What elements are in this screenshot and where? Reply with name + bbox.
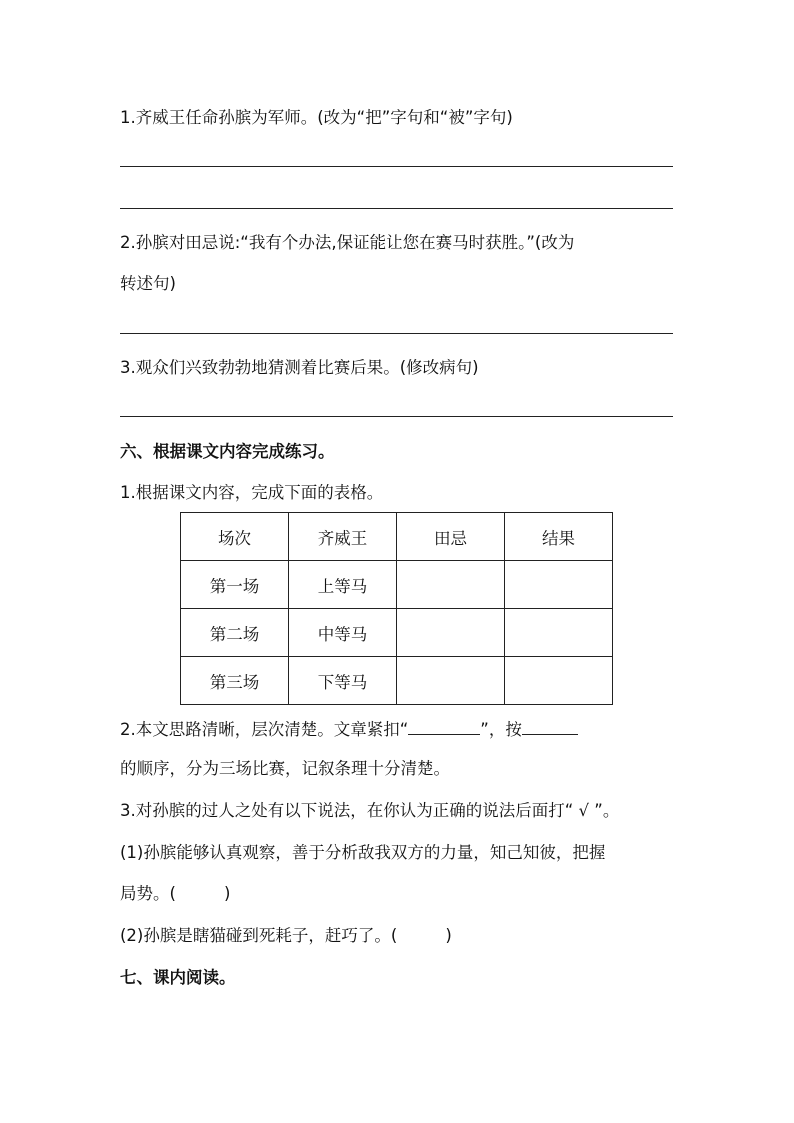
question-6-2-text-a: 2.本文思路清晰，层次清楚。文章紧扣“	[120, 720, 409, 739]
table-header-cell: 结果	[505, 513, 613, 561]
table-header-cell: 田忌	[397, 513, 505, 561]
table-cell-blank	[397, 561, 505, 609]
table-cell: 上等马	[289, 561, 397, 609]
question-6-3: 3.对孙膑的过人之处有以下说法，在你认为正确的说法后面打“ √ ”。	[120, 801, 620, 820]
horse-race-table	[180, 512, 613, 705]
option-1-line2	[120, 882, 230, 906]
table-header-row	[181, 513, 613, 561]
table-row	[181, 609, 613, 657]
table-cell-blank	[397, 657, 505, 705]
answer-line	[120, 416, 673, 417]
question-5-1: 1.齐威王任命孙膑为军师。(改为“把”字句和“被”字句)	[120, 108, 513, 127]
question-6-2-line2: 的顺序，分为三场比赛，记叙条理十分清楚。	[120, 759, 450, 778]
question-5-2-line1: 2.孙膑对田忌说:“我有个办法,保证能让您在赛马时获胜。”(改为	[120, 233, 575, 252]
table-cell: 第三场	[181, 657, 289, 705]
option-1-text: 局势。(	[120, 884, 176, 903]
option-2	[120, 924, 452, 948]
table-cell-blank	[505, 609, 613, 657]
question-5-3: 3.观众们兴致勃勃地猜测着比赛后果。(修改病句)	[120, 358, 479, 377]
question-6-1: 1.根据课文内容，完成下面的表格。	[120, 483, 384, 502]
table-cell-blank	[505, 561, 613, 609]
question-6-2-text-b: ”，按	[480, 720, 522, 739]
answer-line	[120, 333, 673, 334]
fill-blank	[522, 716, 578, 735]
table-header-cell: 场次	[181, 513, 289, 561]
close-paren: )	[223, 884, 231, 903]
option-1-line1: (1)孙膑能够认真观察，善于分析敌我双方的力量，知己知彼，把握	[120, 843, 606, 862]
table-cell-blank	[397, 609, 505, 657]
fill-blank	[408, 716, 480, 735]
section-6-heading: 六、根据课文内容完成练习。	[120, 442, 335, 461]
table-cell: 第二场	[181, 609, 289, 657]
table-cell: 下等马	[289, 657, 397, 705]
table-header-cell: 齐威王	[289, 513, 397, 561]
table-cell: 中等马	[289, 609, 397, 657]
close-paren: )	[445, 926, 452, 945]
table-cell: 第一场	[181, 561, 289, 609]
answer-line	[120, 208, 673, 209]
section-7-heading: 七、课内阅读。	[120, 968, 236, 987]
option-2-text: (2)孙膑是瞎猫碰到死耗子，赶巧了。(	[120, 926, 398, 945]
table-cell-blank	[505, 657, 613, 705]
table-row	[181, 561, 613, 609]
answer-line	[120, 166, 673, 167]
table-row	[181, 657, 613, 705]
question-5-2-line2: 转述句)	[120, 274, 176, 293]
question-6-2-line1	[120, 716, 578, 742]
